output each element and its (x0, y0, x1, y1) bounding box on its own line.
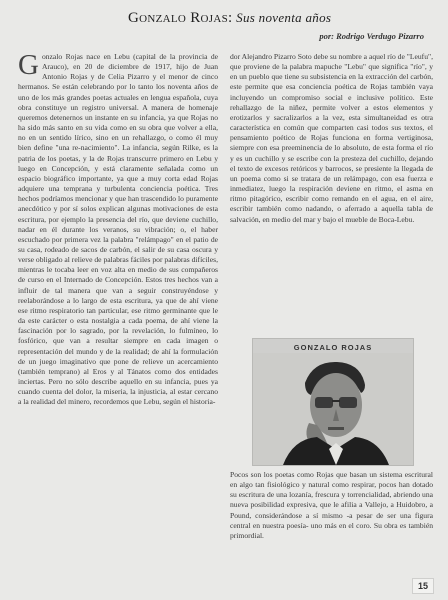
right-column-top-text: dor Alejandro Pizarro Soto debe su nombre a aquel río de "Leufu", que proviene de la palabra mapuche "Lebu" que significa "río", y en un pueblo que tiene su subsistencia en la extracción del carbón, este permite que esa conciencia poética de Rojas también vaya incluyendo un compromiso social e inclusive político. Este rehallazgo de la niñez, permite volver a estos elementos y erotizarlos y sacralizarlos a la vez, esta simultaneidad es otra característica en común que comparten casi todos sus textos, el pensamiento poético de Rojas funciona en forma vertiginosa, siempre con esa preeminencia de lo absoluto, de esta forma el río y es un cuchillo y se escribe con la presteza del cuchillo, dejando el texto de excesos retóricos y barrocos, se presiente la llegada de un poema como si se tratara de un relámpago, con esa fuerza e inmediatez, luego la respiración deviene en ritmo, el asma en ritmo pitagórico, escribir como remando en el agua, en el aire, escribir también como nadando, o aferrado a aquella tabla de salvación, en medio del mar y bajo el mueble de Boca-Lebu. (230, 52, 433, 224)
left-column (18, 52, 218, 582)
author-byline: por: Rodrigo Verdugo Pizarro (319, 31, 424, 41)
right-column-bottom-text: Pocos son los poetas como Rojas que basan un sistema escritural en algo tan fisiológico y natural como respirar, pocos han dotado su escritura de una lozanía, frescura y torrencialidad, abriendo una nueva posibilidad expresiva, que le afilia a Vallejo, a Huidobro, a Pound, considerándose a sí mismo -a pesar de ser una figura central en nuestra poesía- uno más en el coro. Su obra es también primordial. (230, 470, 433, 540)
right-column-bottom (230, 470, 433, 580)
page-number: 15 (412, 578, 434, 594)
right-column-top (230, 52, 433, 334)
article-title (128, 10, 331, 27)
left-column-text: onzalo Rojas nace en Lebu (capital de la provincia de Arauco), en 20 de diciembre de 1917, hijo de Juan Antonio Rojas y de Celia Pizarro y el menor de cinco hermanos. Se están celebrando por lo tanto los noventa años de uno de los más grandes poetas actuales en lengua española, cuya obra constituye un registro universal. A manera de homenaje queremos detenernos un instante en su infancia, ya que Rojas no ha sido más santo en su vida como en su obra que volver a ella, no en un sentido lírico, sino en un rehallazgo, o como él muy bien define "una re-nacimiento". La infancia, según Rilke, es la patria de los poetas, y la de Rojas transcurre primero en Lebu y luego en Concepción, y está claramente señalada como un espacio biográfico importante, ya que a muy corta edad Rojas adquiere una temprana y turbulenta conciencia poética. Tres hechos podríamos mencionar y que han trascendido lo puramente anecdótico y por sí solos explican algunas motivaciones de esta escritura, por ejemplo la presencia del río, que deviene cuchillo, nadar en él durante los veranos, su vibración; o, el haber escuchado por primera vez la palabra "relámpago" en el patio de su casa, rodeado de sacos de carbón, el salir de su casa oscura y verse obligado al relieve de palabras fáciles por palabras difíciles, mientras le tocaba leer en voz alta en medio de sus compañeros de curso en el Internado de Concepción. Estos tres hechos van a influir de tal manera que van a seguir construyéndose y reelaborándose a lo largo de esta escritura, ya que de ahí viene ese ritmo respiratorio tan particular, ese ritmo germinante que le da este carácter o esta nostalgia a cada poema, de ahí viene la fascinación por lo sagrado, por la revelación, lo fulmíneo, lo fosfórico, que van a resultar siempre en cada imagen o representación del mundo y de la realidad; de ahí la formulación de un juego imaginativo que pone de relieve un acercamiento (también temprano) al Eros y al Tánatos como dos entidades inciertas. Pero no sólo describe aquello en su infancia, pues ya cuando cuenta del dolor, la miseria, la injusticia, al estar cercano a la realidad del minero, recordemos que Lebu, según el historia- (18, 52, 218, 407)
drop-cap: G (18, 52, 39, 81)
portrait-image (253, 353, 413, 465)
left-column-paragraph (18, 52, 218, 407)
author-photo (252, 338, 414, 466)
title-main: Gonzalo Rojas: (128, 10, 233, 26)
title-subtitle: Sus noventa años (236, 10, 332, 25)
photo-title: GONZALO ROJAS (293, 343, 373, 352)
